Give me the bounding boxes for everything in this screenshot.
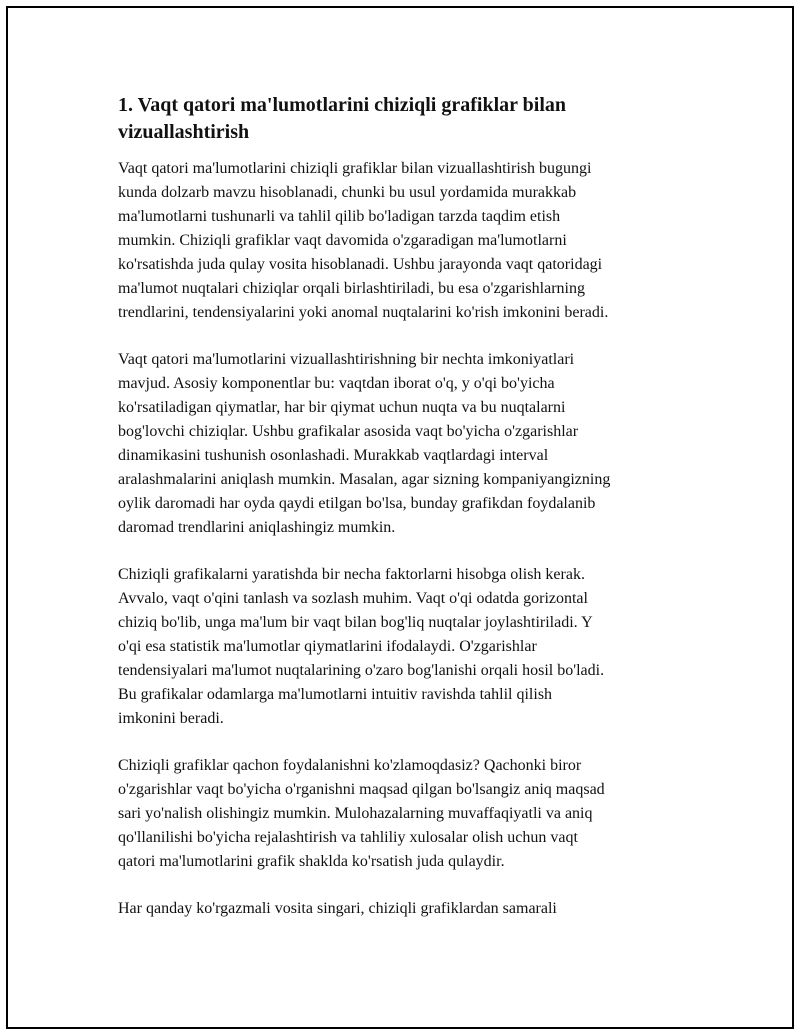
text-line: mumkin. Chiziqli grafiklar vaqt davomida o'zgaradigan ma'lumotlarni <box>118 232 567 249</box>
text-line: ma'lumotlarni tushunarli va tahlil qilib bo'ladigan tarzda taqdim etish <box>118 208 561 225</box>
text-line: Vaqt qatori ma'lumotlarini chiziqli grafiklar bilan vizuallashtirish bugungi <box>118 160 592 177</box>
text-line: bog'lovchi chiziqlar. Ushbu grafikalar asosida vaqt bo'yicha o'zgarishlar <box>118 423 579 440</box>
text-line: aralashmalarini aniqlash mumkin. Masalan, agar sizning kompaniyangizning <box>118 471 611 488</box>
text-line: Chiziqli grafiklar qachon foydalanishni ko'zlamoqdasiz? Qachonki biror <box>118 757 582 774</box>
text-line: Vaqt qatori ma'lumotlarini vizuallashtirishning bir nechta imkoniyatlari <box>118 351 575 368</box>
text-line: oylik daromadi har oyda qaydi etilgan bo'lsa, bunday grafikdan foydalanib <box>118 495 596 512</box>
text-line: ma'lumot nuqtalari chiziqlar orqali birlashtiriladi, bu esa o'zgarishlarning <box>118 280 585 297</box>
text-line: chiziq bo'lib, unga ma'lum bir vaqt bilan bog'liq nuqtalar joylashtiriladi. Y <box>118 614 593 631</box>
document-body <box>118 92 688 944</box>
text-line: o'qi esa statistik ma'lumotlar qiymatlarini ifodalaydi. O'zgarishlar <box>118 638 537 655</box>
text-line: qatori ma'lumotlarini grafik shaklda ko'rsatish juda qulaydir. <box>118 853 505 870</box>
text-line: Chiziqli grafikalarni yaratishda bir necha faktorlarni hisobga olish kerak. <box>118 566 585 583</box>
text-line: daromad trendlarini aniqlashingiz mumkin. <box>118 519 396 536</box>
text-line: trendlarini, tendensiyalarini yoki anomal nuqtalarini ko'rish imkonini beradi. <box>118 304 609 321</box>
text-line: imkonini beradi. <box>118 710 224 727</box>
paragraph-1 <box>118 157 688 325</box>
section-heading <box>118 92 688 146</box>
heading-line: 1. Vaqt qatori ma'lumotlarini chiziqli grafiklar bilan <box>118 94 567 116</box>
heading-line: vizuallashtirish <box>118 121 250 143</box>
text-line: mavjud. Asosiy komponentlar bu: vaqtdan iborat o'q, y o'qi bo'yicha <box>118 375 555 392</box>
text-line: dinamikasini tushunish osonlashadi. Murakkab vaqtlardagi interval <box>118 447 549 464</box>
text-line: tendensiyalari ma'lumot nuqtalarining o'zaro bog'lanishi orqali hosil bo'ladi. <box>118 662 605 679</box>
text-line: sari yo'nalish olishingiz mumkin. Mulohazalarning muvaffaqiyatli va aniq <box>118 805 593 822</box>
text-line: Har qanday ko'rgazmali vosita singari, chiziqli grafiklardan samarali <box>118 900 557 917</box>
text-line: Avvalo, vaqt o'qini tanlash va sozlash muhim. Vaqt o'qi odatda gorizontal <box>118 590 588 607</box>
text-line: ko'rsatishda juda qulay vosita hisoblanadi. Ushbu jarayonda vaqt qatoridagi <box>118 256 603 273</box>
text-line: Bu grafikalar odamlarga ma'lumotlarni intuitiv ravishda tahlil qilish <box>118 686 553 703</box>
paragraph-2 <box>118 348 688 540</box>
paragraph-4 <box>118 754 688 874</box>
text-line: ko'rsatiladigan qiymatlar, har bir qiymat uchun nuqta va bu nuqtalarni <box>118 399 566 416</box>
text-line: kunda dolzarb mavzu hisoblanadi, chunki bu usul yordamida murakkab <box>118 184 577 201</box>
paragraph-3 <box>118 563 688 731</box>
paragraph-5 <box>118 897 688 921</box>
text-line: qo'llanilishi bo'yicha rejalashtirish va tahliliy xulosalar olish uchun vaqt <box>118 829 578 846</box>
text-line: o'zgarishlar vaqt bo'yicha o'rganishni maqsad qilgan bo'lsangiz aniq maqsad <box>118 781 605 798</box>
